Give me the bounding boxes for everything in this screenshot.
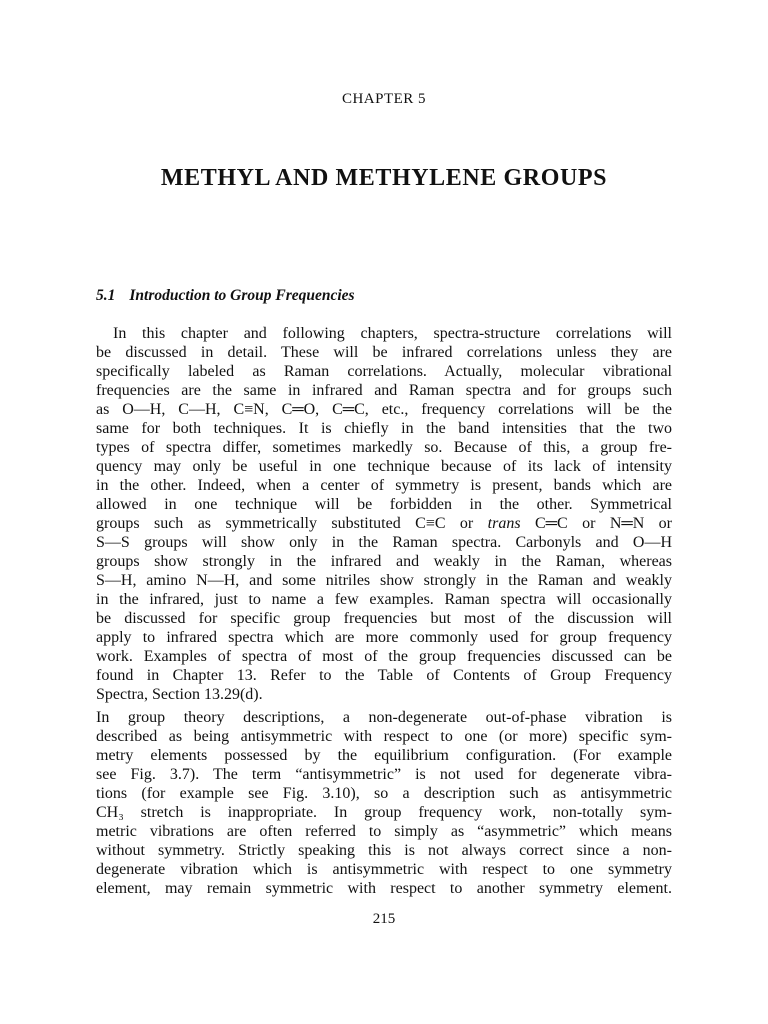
paragraph-line: degenerate vibration which is antisymmetric with respect to one symmetry: [96, 861, 672, 878]
paragraph-line: specifically labeled as Raman correlations. Actually, molecular vibrational: [96, 363, 672, 380]
paragraph-line: in the other. Indeed, when a center of symmetry is present, bands which are: [96, 477, 672, 494]
paragraph-line: metry elements possessed by the equilibrium configuration. (For example: [96, 747, 672, 764]
paragraph-line: described as being antisymmetric with respect to one (or more) specific sym-: [96, 728, 672, 745]
paragraph-line: apply to infrared spectra which are more commonly used for group frequency: [96, 629, 672, 646]
paragraph-line: Spectra, Section 13.29(d).: [96, 686, 263, 703]
paragraph-line: found in Chapter 13. Refer to the Table of Contents of Group Frequency: [96, 667, 672, 684]
paragraph-line: see Fig. 3.7). The term “antisymmetric” is not used for degenerate vibra-: [96, 766, 672, 783]
paragraph-line: work. Examples of spectra of most of the group frequencies discussed can be: [96, 648, 672, 665]
chapter-title: METHYL AND METHYLENE GROUPS: [160, 165, 608, 191]
page-number: 215: [372, 911, 396, 927]
paragraph-2: [96, 708, 672, 898]
paragraph-line: allowed in one technique will be forbidden in the other. Symmetrical: [96, 496, 672, 513]
section-number: 5.1: [96, 287, 116, 304]
section-heading: [96, 287, 355, 305]
paragraph-line: types of spectra differ, sometimes markedly so. Because of this, a group fre-: [96, 439, 672, 456]
paragraph-line: In this chapter and following chapters, spectra-structure correlations will: [113, 325, 672, 342]
paragraph-line: without symmetry. Strictly speaking this is not always correct since a non-: [96, 842, 672, 859]
paragraph-1: [96, 324, 672, 704]
paragraph-line: same for both techniques. It is chiefly in the band intensities that the two: [96, 420, 672, 437]
paragraph-line: CH₃ stretch is inappropriate. In group frequency work, non-totally sym-: [96, 804, 672, 821]
paragraph-line: In group theory descriptions, a non-degenerate out-of-phase vibration is: [96, 709, 672, 726]
paragraph-line: in the infrared, just to name a few examples. Raman spectra will occasionally: [96, 591, 672, 608]
paragraph-line: frequencies are the same in infrared and Raman spectra and for groups such: [96, 382, 672, 399]
paragraph-line: metric vibrations are often referred to simply as “asymmetric” which means: [96, 823, 672, 840]
paragraph-line: be discussed in detail. These will be infrared correlations unless they are: [96, 344, 672, 361]
paragraph-line: groups show strongly in the infrared and weakly in the Raman, whereas: [96, 553, 672, 570]
section-title: Introduction to Group Frequencies: [129, 287, 355, 304]
paragraph-line: element, may remain symmetric with respect to another symmetry element.: [96, 880, 672, 897]
paragraph-line: S—H, amino N—H, and some nitriles show strongly in the Raman and weakly: [96, 572, 672, 589]
paragraph-line: S—S groups will show only in the Raman spectra. Carbonyls and O—H: [96, 534, 672, 551]
paragraph-line: groups such as symmetrically substituted C≡C or trans C═C or N═N or: [96, 515, 673, 532]
paragraph-line: as O—H, C—H, C≡N, C═O, C═C, etc., frequency correlations will be the: [96, 401, 672, 418]
paragraph-line: be discussed for specific group frequencies but most of the discussion will: [96, 610, 672, 627]
paragraph-line: quency may only be useful in one technique because of its lack of intensity: [96, 458, 672, 475]
chapter-label: CHAPTER 5: [341, 91, 427, 107]
paragraph-line: tions (for example see Fig. 3.10), so a description such as antisymmetric: [96, 785, 672, 802]
